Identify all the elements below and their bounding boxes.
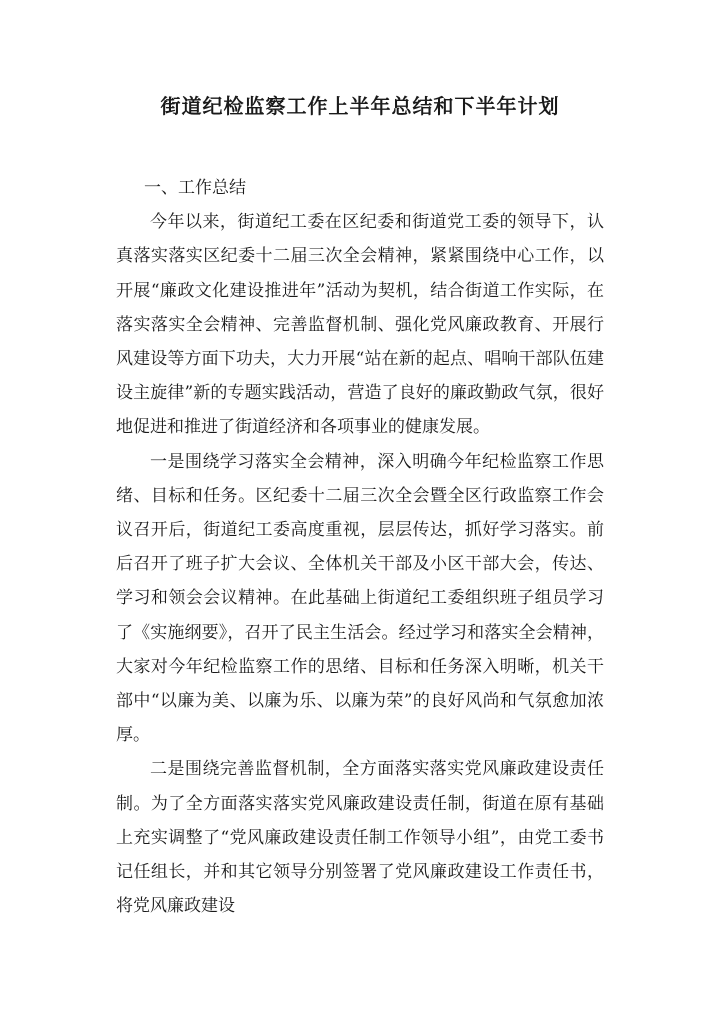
paragraph-intro: 今年以来，街道纪工委在区纪委和街道党工委的领导下，认真落实落实区纪委十二届三次全会精神，紧紧围绕中心工作，以开展“廉政文化建设推进年”活动为契机，结合街道工作实际，在落实落实全会精神、完善监督机制、强化党风廉政教育、开展行风建设等方面下功夫，大力开展“站在新的起点、唱响干部队伍建设主旋律”新的专题实践活动，营造了良好的廉政勤政气氛，很好地促进和推进了街道经济和各项事业的健康发展。 xyxy=(116,212,604,438)
document-body xyxy=(116,171,604,923)
document-title: 街道纪检监察工作上半年总结和下半年计划 xyxy=(160,94,560,118)
paragraph-item-two: 二是围绕完善监督机制，全方面落实落实党风廉政建设责任制。为了全方面落实落实党风廉政建设责任制，街道在原有基础上充实调整了“党风廉政建设责任制工作领导小组”，由党工委书记任组长，并和其它领导分别签署了党风廉政建设工作责任书，将党风廉政建设 xyxy=(116,759,604,917)
paragraph-item-one: 一是围绕学习落实全会精神，深入明确今年纪检监察工作思绪、目标和任务。区纪委十二届三次全会暨全区行政监察工作会议召开后，街道纪工委高度重视，层层传达，抓好学习落实。前后召开了班子扩大会议、全体机关干部及小区干部大会，传达、学习和领会会议精神。在此基础上街道纪工委组织班子组员学习了《实施纲要》，召开了民主生活会。经过学习和落实全会精神，大家对今年纪检监察工作的思绪、目标和任务深入明晰，机关干部中“以廉为美、以廉为乐、以廉为荣”的良好风尚和气氛愈加浓厚。 xyxy=(116,451,604,746)
section-heading: 一、工作总结 xyxy=(144,178,246,198)
